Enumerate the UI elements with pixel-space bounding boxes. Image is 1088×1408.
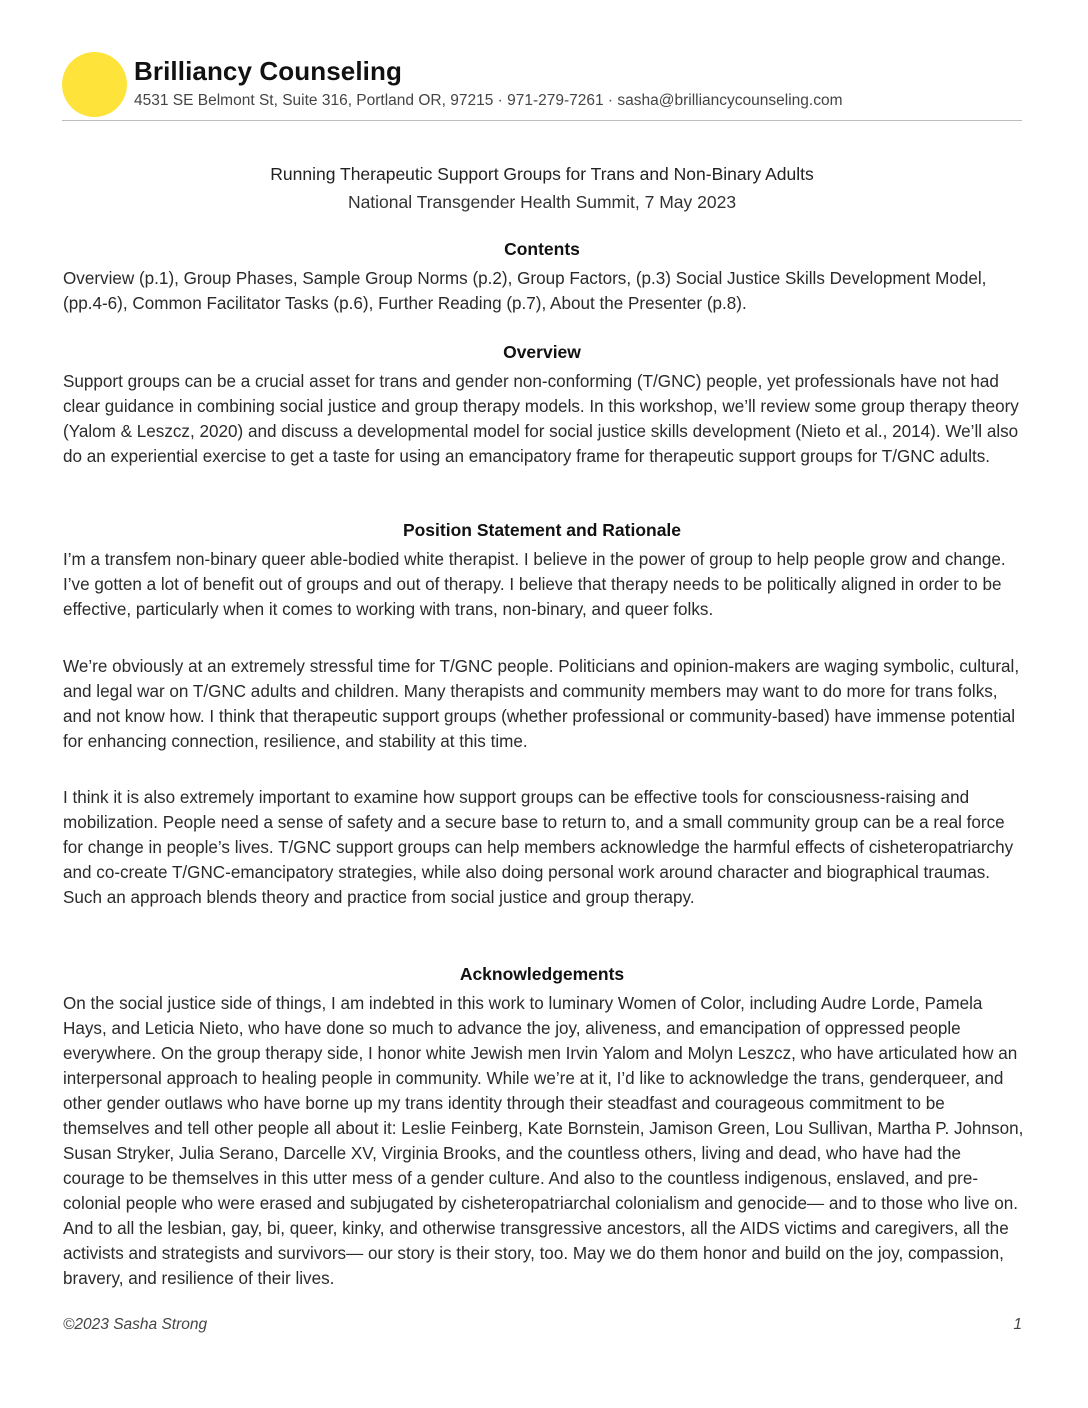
overview-body: Support groups can be a crucial asset for trans and gender non-conforming (T/GNC) people, yet professionals have not had clear guidance in combining social justice and group therapy models. In this workshop, we’ll review some group therapy theory (Yalom & Leszcz, 2020) and discuss a developmental model for social justice skills development (Nieto et al., 2014). We’ll also do an experiential exercise to get a taste for using an emancipatory frame for therapeutic support groups for T/GNC adults. bbox=[63, 372, 1019, 466]
acknowledgements-body: On the social justice side of things, I am indebted in this work to luminary Women of Color, including Audre Lorde, Pamela Hays, and Leticia Nieto, who have done so much to advance the joy, aliveness, and emancipation of oppressed people everywhere. On the group therapy side, I honor white Jewish men Irvin Yalom and Molyn Leszcz, who have articulated how an interpersonal approach to healing people in community. While we’re at it, I’d like to acknowledge the trans, genderqueer, and other gender outlaws who have borne up my trans identity through their steadfast and courageous commitment to be themselves and tell other people all about it: Leslie Feinberg, Kate Bornstein, Jamison Green, Lou Sullivan, Martha P. Johnson, Susan Stryker, Julia Serano, Darcelle XV, Virginia Brooks, and the countless others, living and dead, who have had the courage to be themselves in this utter mess of a gender culture. And also to the countless indigenous, enslaved, and pre-colonial people who were erased and subjugated by cisheteropatriarchal colonialism and genocide— and to those who live on. And to all the lesbian, gay, bi, queer, kinky, and otherwise transgressive ancestors, all the AIDS victims and caregivers, all the activists and strategists and survivors— our story is their story, too. May we do them honor and build on the joy, compassion, bravery, and resilience of their lives. bbox=[63, 994, 1024, 1288]
organization-contact: 4531 SE Belmont St, Suite 316, Portland OR, 97215 · 971-279-7261 · sasha@brilliancycounseling.com bbox=[134, 92, 843, 109]
contents-body: Overview (p.1), Group Phases, Sample Group Norms (p.2), Group Factors, (p.3) Social Justice Skills Development Model, (pp.4-6), Common Facilitator Tasks (p.6), Further Reading (p.7), About the Presenter (p.8). bbox=[63, 269, 987, 313]
overview-heading: Overview bbox=[503, 342, 581, 362]
logo-circle-icon bbox=[62, 52, 127, 117]
position-paragraph-2: We’re obviously at an extremely stressful time for T/GNC people. Politicians and opinion-makers are waging symbolic, cultural, and legal war on T/GNC adults and children. Many therapists and community members may want to do more for trans folks, and not know how. I think that therapeutic support groups (whether professional or community-based) have immense potential for enhancing connection, resilience, and stability at this time. bbox=[63, 657, 1020, 751]
position-paragraph-1: I’m a transfem non-binary queer able-bodied white therapist. I believe in the power of group to help people grow and change. I’ve gotten a lot of benefit out of groups and out of therapy. I believe that therapy needs to be politically aligned in order to be effective, particularly when it comes to working with trans, non-binary, and queer folks. bbox=[63, 550, 1006, 619]
header-divider bbox=[62, 120, 1022, 121]
document-title: Running Therapeutic Support Groups for Trans and Non-Binary Adults bbox=[270, 164, 814, 184]
footer-copyright: ©2023 Sasha Strong bbox=[63, 1316, 208, 1333]
footer-page-number: 1 bbox=[1013, 1316, 1022, 1333]
contents-heading: Contents bbox=[504, 239, 580, 259]
organization-name: Brilliancy Counseling bbox=[134, 56, 402, 86]
acknowledgements-heading: Acknowledgements bbox=[459, 964, 625, 984]
document-subtitle: National Transgender Health Summit, 7 May 2023 bbox=[347, 192, 737, 212]
position-paragraph-3: I think it is also extremely important to examine how support groups can be effective tools for consciousness-raising and mobilization. People need a sense of safety and a secure base to return to, and a small community group can be a real force for change in people’s lives. T/GNC support groups can help members acknowledge the harmful effects of cisheteropatriarchy and co-create T/GNC-emancipatory strategies, while also doing personal work around character and biographical traumas. Such an approach blends theory and practice from social justice and group therapy. bbox=[63, 788, 1014, 907]
position-heading: Position Statement and Rationale bbox=[402, 520, 682, 540]
